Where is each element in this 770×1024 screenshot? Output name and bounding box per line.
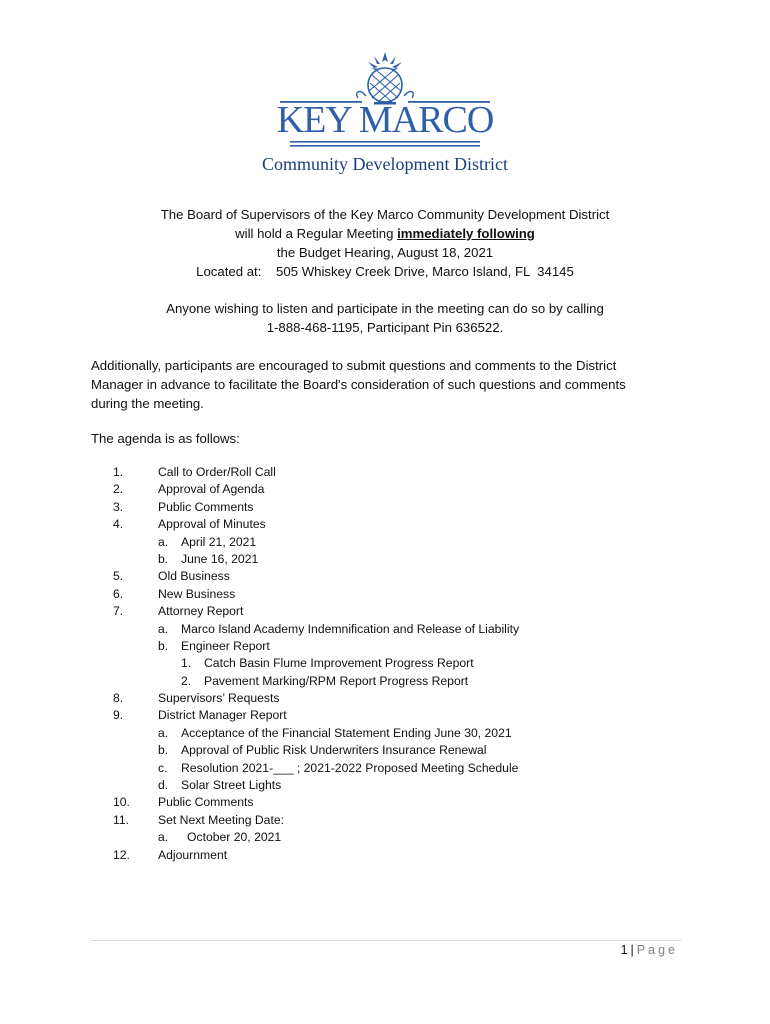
agenda-item-text: Old Business <box>158 569 230 584</box>
agenda-subsubitem <box>91 655 691 672</box>
agenda-item <box>91 464 691 481</box>
questions-line-1: Additionally, participants are encouraged to submit questions and comments to the District <box>91 358 617 373</box>
call-in-info <box>0 299 770 337</box>
agenda-item-number: 2. <box>113 482 124 497</box>
agenda-subsubitem-text: Catch Basin Flume Improvement Progress Report <box>204 656 474 671</box>
notice-line-2-prefix: will hold a Regular Meeting <box>235 226 398 241</box>
agenda-subitem <box>91 742 691 759</box>
agenda-subitem-text: June 16, 2021 <box>181 551 259 566</box>
agenda-item-text: Attorney Report <box>158 604 244 619</box>
agenda-item-number: 5. <box>113 569 124 584</box>
questions-paragraph <box>91 356 671 413</box>
agenda-subitem-letter: c. <box>158 760 168 775</box>
agenda-subitem-letter: b. <box>158 743 169 758</box>
agenda-item-number: 10. <box>113 795 130 810</box>
notice-emphasis: immediately following <box>397 226 535 241</box>
page-number: 1 <box>620 943 628 957</box>
agenda-item-number: 1. <box>113 465 124 479</box>
questions-line-3: during the meeting. <box>91 396 204 411</box>
agenda-item <box>91 481 691 498</box>
agenda-item <box>91 794 691 811</box>
agenda-subitem-text: Acceptance of the Financial Statement Ending June 30, 2021 <box>181 725 512 740</box>
notice-location: Located at: 505 Whiskey Creek Drive, Marco Island, FL 34145 <box>196 264 574 279</box>
agenda-item-text: Set Next Meeting Date: <box>158 812 284 827</box>
agenda-subsubitem-number: 2. <box>181 673 192 688</box>
district-subtitle: Community Development District <box>262 154 508 174</box>
agenda-subitem-letter: a. <box>158 830 169 845</box>
agenda-item-number: 9. <box>113 708 124 723</box>
agenda-list <box>91 464 691 864</box>
agenda-item <box>91 568 691 585</box>
agenda-item <box>91 847 691 864</box>
agenda-item <box>91 586 691 603</box>
agenda-subitem-text: Approval of Public Risk Underwriters Insurance Renewal <box>181 743 487 758</box>
agenda-subitem <box>91 551 691 568</box>
notice-line-1: The Board of Supervisors of the Key Marco Community Development District <box>160 207 610 222</box>
agenda-subitem-letter: d. <box>158 778 169 793</box>
agenda-item-text: Public Comments <box>158 499 254 514</box>
agenda-item <box>91 690 691 707</box>
agenda-item-text: Supervisors’ Requests <box>158 691 280 706</box>
agenda-subitem <box>91 829 691 846</box>
agenda-subitem-letter: b. <box>158 638 169 653</box>
agenda-subitem <box>91 534 691 551</box>
agenda-subsubitem <box>91 673 691 690</box>
agenda-subitem-text: Solar Street Lights <box>181 778 282 793</box>
agenda-item-number: 6. <box>113 586 124 601</box>
agenda-subitem-text: Marco Island Academy Indemnification and Release of Liability <box>181 621 520 636</box>
agenda-subitem-letter: a. <box>158 534 169 549</box>
agenda-subitem <box>91 725 691 742</box>
agenda-item-text: Call to Order/Roll Call <box>158 465 276 479</box>
agenda-item-number: 8. <box>113 691 124 706</box>
footer-divider <box>91 940 681 941</box>
agenda-item-number: 11. <box>113 812 130 827</box>
questions-line-2: Manager in advance to facilitate the Board's consideration of such questions and comments <box>91 377 626 392</box>
agenda-subitem-letter: a. <box>158 621 169 636</box>
agenda-item-number: 4. <box>113 517 124 532</box>
agenda-intro: The agenda is as follows: <box>91 431 240 446</box>
agenda-item <box>91 499 691 516</box>
call-in-line-1: Anyone wishing to listen and participate in the meeting can do so by calling <box>166 301 604 316</box>
agenda-item-text: Approval of Minutes <box>158 517 266 532</box>
call-in-line-2: 1-888-468-1195, Participant Pin 636522. <box>266 320 504 335</box>
meeting-notice <box>0 205 770 281</box>
agenda-item <box>91 812 691 829</box>
agenda-item <box>91 603 691 620</box>
agenda-item-text: New Business <box>158 586 236 601</box>
logo-wordmark: KEY MARCO <box>276 99 494 141</box>
agenda-item-text: District Manager Report <box>158 708 287 723</box>
agenda-item-text: Approval of Agenda <box>158 482 265 497</box>
agenda-subitem-letter: b. <box>158 551 169 566</box>
agenda-subitem <box>91 777 691 794</box>
notice-line-2 <box>0 224 770 243</box>
agenda-item-text: Adjournment <box>158 847 228 862</box>
agenda-item <box>91 707 691 724</box>
agenda-item-text: Public Comments <box>158 795 254 810</box>
agenda-item-number: 7. <box>113 604 124 619</box>
agenda-subitem-letter: a. <box>158 725 169 740</box>
agenda-subsubitem-text: Pavement Marking/RPM Report Progress Report <box>204 673 469 688</box>
agenda-subitem-text: April 21, 2021 <box>181 534 257 549</box>
page-footer <box>621 943 678 957</box>
page-word: Page <box>636 943 678 957</box>
footer-separator: | <box>630 943 634 957</box>
agenda-item-number: 12. <box>113 847 130 862</box>
notice-line-3: the Budget Hearing, August 18, 2021 <box>276 245 494 260</box>
agenda-item-number: 3. <box>113 499 124 514</box>
agenda-subitem <box>91 638 691 655</box>
agenda-subitem-text: Resolution 2021-___ ; 2021-2022 Proposed Meeting Schedule <box>181 760 519 775</box>
agenda-item <box>91 516 691 533</box>
agenda-subitem-text: October 20, 2021 <box>187 830 282 845</box>
agenda-subitem-text: Engineer Report <box>181 638 270 653</box>
agenda-subitem <box>91 621 691 638</box>
agenda-subsubitem-number: 1. <box>181 656 192 671</box>
agenda-subitem <box>91 760 691 777</box>
